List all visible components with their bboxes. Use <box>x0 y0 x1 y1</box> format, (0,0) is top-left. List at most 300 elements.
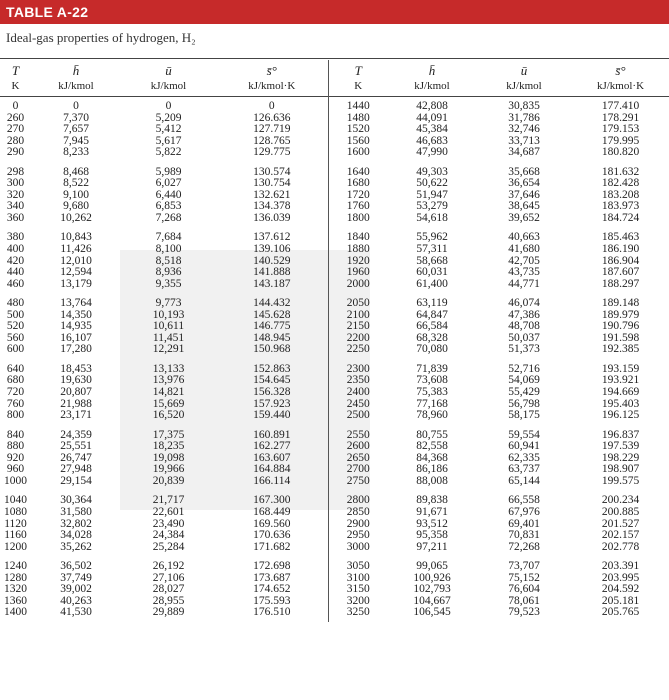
entropy-cell-right <box>572 359 669 425</box>
entropy-value: 196.125 <box>601 409 640 422</box>
internal-energy-value: 8,100 <box>155 243 182 256</box>
entropy-cell-left <box>216 162 328 228</box>
entropy-value: 171.682 <box>253 540 291 553</box>
table-row-block <box>0 96 669 162</box>
entropy-value: 191.598 <box>601 331 640 344</box>
temperature-value: 3000 <box>346 540 370 553</box>
entropy-value: 139.106 <box>253 243 291 256</box>
entropy-value: 172.698 <box>253 560 291 573</box>
temperature-cell-left <box>0 359 31 425</box>
temperature-value: 1480 <box>346 111 370 124</box>
temperature-value: 320 <box>6 188 25 201</box>
enthalpy-value: 11,426 <box>60 243 92 256</box>
table-row-block <box>0 227 669 293</box>
table-row-block <box>0 359 669 425</box>
internal-energy-value: 6,440 <box>155 188 182 201</box>
entropy-value: 185.463 <box>601 231 640 244</box>
internal-energy-cell-left <box>121 96 216 162</box>
enthalpy-value: 73,608 <box>416 374 448 387</box>
temperature-value: 1720 <box>346 188 370 201</box>
temperature-cell-left <box>0 96 31 162</box>
enthalpy-value: 12,594 <box>60 266 92 279</box>
temperature-value: 920 <box>6 451 25 464</box>
internal-energy-value: 63,737 <box>508 463 540 476</box>
internal-energy-value: 19,966 <box>152 463 185 476</box>
temperature-value: 0 <box>12 100 19 112</box>
internal-energy-value: 66,558 <box>508 494 540 507</box>
temperature-value: 2300 <box>346 362 370 375</box>
entropy-cell-right <box>572 96 669 162</box>
temperature-value: 1440 <box>346 100 370 112</box>
internal-energy-value: 72,268 <box>508 540 540 553</box>
temperature-value: 680 <box>6 374 25 387</box>
col-header-internal-energy-right: ū kJ/kmol <box>506 63 542 92</box>
internal-energy-value: 38,645 <box>508 200 540 213</box>
temperature-value: 2350 <box>346 374 370 387</box>
hydrogen-properties-table <box>0 60 669 622</box>
table-row-block <box>0 556 669 622</box>
internal-energy-value: 6,853 <box>155 200 182 213</box>
internal-energy-value: 19,098 <box>152 451 185 464</box>
entropy-value: 144.432 <box>253 297 291 310</box>
enthalpy-value: 40,263 <box>60 594 92 607</box>
col-header-entropy-right: s̄° kJ/kmol·K <box>596 63 645 92</box>
enthalpy-value: 88,008 <box>416 474 448 487</box>
entropy-cell-left <box>216 425 328 491</box>
internal-energy-cell-right <box>476 490 572 556</box>
enthalpy-value: 63,119 <box>416 297 448 310</box>
temperature-value: 1200 <box>4 540 27 553</box>
temperature-value: 298 <box>6 165 25 178</box>
entropy-value: 193.921 <box>601 374 640 387</box>
enthalpy-value: 86,186 <box>416 463 448 476</box>
table-caption: Ideal-gas properties of hydrogen, H₂ <box>6 30 196 45</box>
internal-energy-value: 13,133 <box>152 362 185 375</box>
enthalpy-value: 54,618 <box>416 211 448 224</box>
temperature-value: 3200 <box>346 594 370 607</box>
enthalpy-value: 57,311 <box>416 243 448 256</box>
entropy-value: 130.754 <box>253 177 291 190</box>
temperature-cell-left <box>0 162 31 228</box>
internal-energy-value: 60,941 <box>508 440 540 453</box>
temperature-value: 2700 <box>346 463 370 476</box>
internal-energy-value: 6,027 <box>155 177 182 190</box>
temperature-value: 260 <box>6 111 25 124</box>
temperature-value: 480 <box>6 297 25 310</box>
enthalpy-value: 77,168 <box>416 397 448 410</box>
entropy-value: 128.765 <box>253 134 291 147</box>
temperature-value: 2950 <box>346 529 370 542</box>
entropy-cell-left <box>216 556 328 622</box>
temperature-value: 270 <box>6 123 25 136</box>
temperature-value: 960 <box>6 463 25 476</box>
temperature-value: 1400 <box>4 606 27 619</box>
temperature-value: 2250 <box>346 343 370 356</box>
entropy-value: 179.995 <box>601 134 640 147</box>
temperature-cell-right <box>328 293 388 359</box>
temperature-value: 1640 <box>346 165 370 178</box>
enthalpy-cell-right <box>388 359 476 425</box>
temperature-value: 2400 <box>346 386 370 399</box>
internal-energy-value: 44,771 <box>508 277 540 290</box>
temperature-value: 2750 <box>346 474 370 487</box>
entropy-value: 164.884 <box>253 463 291 476</box>
enthalpy-value: 9,100 <box>63 188 89 201</box>
entropy-value: 194.669 <box>601 386 640 399</box>
table-body <box>0 96 669 622</box>
temperature-value: 560 <box>6 331 25 344</box>
entropy-value: 187.607 <box>601 266 640 279</box>
internal-energy-value: 13,976 <box>152 374 185 387</box>
internal-energy-value: 46,074 <box>508 297 540 310</box>
temperature-cell-left <box>0 293 31 359</box>
enthalpy-value: 99,065 <box>416 560 448 573</box>
entropy-cell-left <box>216 96 328 162</box>
internal-energy-value: 51,373 <box>508 343 540 356</box>
enthalpy-value: 46,683 <box>416 134 448 147</box>
internal-energy-value: 27,106 <box>152 571 185 584</box>
internal-energy-value: 78,061 <box>508 594 540 607</box>
internal-energy-value: 8,518 <box>155 254 182 267</box>
temperature-value: 1840 <box>346 231 370 244</box>
temperature-value: 2050 <box>346 297 370 310</box>
internal-energy-cell-left <box>121 490 216 556</box>
enthalpy-value: 0 <box>73 100 79 112</box>
internal-energy-value: 5,989 <box>155 165 182 178</box>
temperature-value: 1800 <box>346 211 370 224</box>
internal-energy-value: 55,429 <box>508 386 540 399</box>
entropy-value: 136.039 <box>253 211 291 224</box>
internal-energy-value: 28,027 <box>152 583 185 596</box>
enthalpy-cell-left <box>31 556 121 622</box>
entropy-value: 154.645 <box>253 374 291 387</box>
internal-energy-cell-left <box>121 359 216 425</box>
temperature-value: 3150 <box>346 583 370 596</box>
temperature-value: 2650 <box>346 451 370 464</box>
enthalpy-value: 13,764 <box>60 297 92 310</box>
table-row-block <box>0 162 669 228</box>
enthalpy-value: 27,948 <box>60 463 92 476</box>
entropy-value: 137.612 <box>253 231 291 244</box>
entropy-value: 160.891 <box>253 428 291 441</box>
enthalpy-value: 25,551 <box>60 440 92 453</box>
temperature-value: 1040 <box>4 494 27 507</box>
internal-energy-value: 17,375 <box>152 428 185 441</box>
entropy-value: 203.995 <box>601 571 640 584</box>
temperature-value: 1960 <box>346 266 370 279</box>
enthalpy-value: 26,747 <box>60 451 92 464</box>
temperature-value: 1920 <box>346 254 370 267</box>
entropy-value: 150.968 <box>253 343 291 356</box>
temperature-value: 2100 <box>346 308 370 321</box>
enthalpy-value: 41,530 <box>60 606 92 619</box>
enthalpy-value: 49,303 <box>416 165 448 178</box>
enthalpy-value: 102,793 <box>413 583 451 596</box>
enthalpy-value: 7,657 <box>63 123 89 136</box>
internal-energy-value: 62,335 <box>508 451 540 464</box>
table-row-block <box>0 293 669 359</box>
temperature-value: 2450 <box>346 397 370 410</box>
temperature-value: 1240 <box>4 560 27 573</box>
entropy-value: 197.539 <box>601 440 640 453</box>
temperature-value: 1160 <box>4 529 27 542</box>
enthalpy-value: 55,962 <box>416 231 448 244</box>
entropy-value: 182.428 <box>601 177 640 190</box>
internal-energy-value: 14,821 <box>152 386 185 399</box>
internal-energy-value: 7,268 <box>155 211 182 224</box>
enthalpy-value: 51,947 <box>416 188 448 201</box>
internal-energy-value: 32,746 <box>508 123 540 136</box>
enthalpy-cell-right <box>388 162 476 228</box>
internal-energy-value: 10,193 <box>152 308 185 321</box>
internal-energy-value: 39,652 <box>508 211 540 224</box>
entropy-value: 140.529 <box>253 254 291 267</box>
temperature-value: 760 <box>6 397 25 410</box>
enthalpy-value: 84,368 <box>416 451 448 464</box>
enthalpy-value: 23,171 <box>60 409 92 422</box>
temperature-cell-left <box>0 490 31 556</box>
internal-energy-value: 69,401 <box>508 517 540 530</box>
entropy-value: 126.636 <box>253 111 291 124</box>
internal-energy-value: 20,839 <box>152 474 185 487</box>
entropy-cell-left <box>216 490 328 556</box>
entropy-cell-right <box>572 227 669 293</box>
internal-energy-cell-left <box>121 227 216 293</box>
internal-energy-value: 28,955 <box>152 594 185 607</box>
enthalpy-value: 9,680 <box>63 200 89 213</box>
entropy-value: 190.796 <box>601 320 640 333</box>
entropy-value: 157.923 <box>253 397 291 410</box>
enthalpy-value: 7,945 <box>63 134 89 147</box>
table-row-block <box>0 425 669 491</box>
internal-energy-cell-left <box>121 162 216 228</box>
internal-energy-value: 23,490 <box>152 517 185 530</box>
enthalpy-value: 36,502 <box>60 560 92 573</box>
entropy-value: 202.157 <box>601 529 640 542</box>
entropy-value: 0 <box>268 100 275 112</box>
enthalpy-value: 47,990 <box>416 146 448 159</box>
entropy-value: 203.391 <box>601 560 640 573</box>
entropy-value: 189.148 <box>601 297 640 310</box>
internal-energy-cell-right <box>476 96 572 162</box>
entropy-value: 205.765 <box>601 606 640 619</box>
internal-energy-value: 10,611 <box>152 320 185 333</box>
internal-energy-value: 22,601 <box>152 505 185 518</box>
internal-energy-value: 21,717 <box>152 494 185 507</box>
enthalpy-value: 30,364 <box>60 494 92 507</box>
temperature-value: 800 <box>6 409 25 422</box>
temperature-value: 300 <box>6 177 25 190</box>
internal-energy-value: 41,680 <box>508 243 540 256</box>
internal-energy-value: 59,554 <box>508 428 540 441</box>
top-rule <box>0 58 669 59</box>
entropy-cell-right <box>572 556 669 622</box>
entropy-value: 196.837 <box>601 428 640 441</box>
internal-energy-value: 5,412 <box>155 123 182 136</box>
enthalpy-value: 60,031 <box>416 266 448 279</box>
entropy-value: 201.527 <box>601 517 640 530</box>
internal-energy-value: 79,523 <box>508 606 540 619</box>
internal-energy-value: 76,604 <box>508 583 540 596</box>
entropy-value: 200.234 <box>601 494 640 507</box>
entropy-cell-right <box>572 490 669 556</box>
enthalpy-value: 14,935 <box>60 320 92 333</box>
enthalpy-value: 21,988 <box>60 397 92 410</box>
internal-energy-value: 73,707 <box>508 560 540 573</box>
table-row-block <box>0 490 669 556</box>
internal-energy-cell-left <box>121 293 216 359</box>
internal-energy-value: 54,069 <box>508 374 540 387</box>
enthalpy-value: 8,522 <box>63 177 89 190</box>
internal-energy-value: 5,822 <box>155 146 182 159</box>
internal-energy-value: 9,355 <box>155 277 182 290</box>
entropy-value: 183.973 <box>601 200 640 213</box>
entropy-value: 148.945 <box>253 331 291 344</box>
enthalpy-value: 91,671 <box>416 505 448 518</box>
enthalpy-cell-right <box>388 490 476 556</box>
entropy-value: 141.888 <box>253 266 291 279</box>
temperature-cell-left <box>0 227 31 293</box>
enthalpy-value: 32,802 <box>60 517 92 530</box>
internal-energy-value: 11,451 <box>152 331 185 344</box>
internal-energy-value: 43,735 <box>508 266 540 279</box>
enthalpy-value: 34,028 <box>60 529 92 542</box>
enthalpy-value: 31,580 <box>60 505 92 518</box>
entropy-value: 199.575 <box>601 474 640 487</box>
temperature-value: 460 <box>6 277 25 290</box>
enthalpy-value: 12,010 <box>60 254 92 267</box>
enthalpy-value: 104,667 <box>413 594 451 607</box>
enthalpy-value: 16,107 <box>60 331 92 344</box>
temperature-value: 2800 <box>346 494 370 507</box>
internal-energy-value: 34,687 <box>508 146 540 159</box>
internal-energy-cell-left <box>121 556 216 622</box>
col-header-enthalpy-right: h̄ kJ/kmol <box>414 63 450 92</box>
entropy-value: 174.652 <box>253 583 291 596</box>
enthalpy-value: 75,383 <box>416 386 448 399</box>
temperature-value: 1120 <box>4 517 27 530</box>
internal-energy-value: 56,798 <box>508 397 540 410</box>
entropy-value: 205.181 <box>601 594 640 607</box>
internal-energy-value: 48,708 <box>508 320 540 333</box>
enthalpy-value: 89,838 <box>416 494 448 507</box>
entropy-cell-right <box>572 425 669 491</box>
internal-energy-value: 31,786 <box>508 111 540 124</box>
temperature-value: 1520 <box>346 123 370 136</box>
entropy-value: 184.724 <box>601 211 640 224</box>
internal-energy-value: 40,663 <box>508 231 540 244</box>
enthalpy-value: 95,358 <box>416 529 448 542</box>
entropy-value: 129.775 <box>253 146 291 159</box>
temperature-cell-right <box>328 425 388 491</box>
enthalpy-cell-left <box>31 162 121 228</box>
temperature-value: 340 <box>6 200 25 213</box>
enthalpy-value: 66,584 <box>416 320 448 333</box>
entropy-value: 186.904 <box>601 254 640 267</box>
temperature-value: 1320 <box>4 583 27 596</box>
enthalpy-value: 53,279 <box>416 200 448 213</box>
enthalpy-value: 20,807 <box>60 386 92 399</box>
temperature-cell-left <box>0 556 31 622</box>
temperature-value: 2150 <box>346 320 370 333</box>
temperature-value: 1880 <box>346 243 370 256</box>
entropy-value: 159.440 <box>253 409 291 422</box>
entropy-value: 195.403 <box>601 397 640 410</box>
internal-energy-value: 25,284 <box>152 540 185 553</box>
internal-energy-value: 12,291 <box>152 343 185 356</box>
temperature-value: 2500 <box>346 409 370 422</box>
internal-energy-value: 8,936 <box>155 266 182 279</box>
internal-energy-cell-right <box>476 293 572 359</box>
enthalpy-cell-right <box>388 556 476 622</box>
entropy-value: 170.636 <box>253 529 291 542</box>
internal-energy-cell-left <box>121 425 216 491</box>
internal-energy-value: 47,386 <box>508 308 540 321</box>
enthalpy-value: 29,154 <box>60 474 92 487</box>
entropy-value: 188.297 <box>601 277 640 290</box>
enthalpy-value: 45,384 <box>416 123 448 136</box>
entropy-cell-left <box>216 227 328 293</box>
internal-energy-value: 9,773 <box>155 297 182 310</box>
entropy-value: 177.410 <box>601 100 640 112</box>
entropy-value: 176.510 <box>253 606 291 619</box>
temperature-value: 3100 <box>346 571 370 584</box>
enthalpy-cell-left <box>31 425 121 491</box>
enthalpy-value: 97,211 <box>416 540 448 553</box>
temperature-value: 1000 <box>4 474 27 487</box>
entropy-cell-left <box>216 359 328 425</box>
temperature-value: 280 <box>6 134 25 147</box>
enthalpy-value: 35,262 <box>60 540 92 553</box>
temperature-cell-right <box>328 556 388 622</box>
enthalpy-cell-left <box>31 490 121 556</box>
internal-energy-value: 42,705 <box>508 254 540 267</box>
internal-energy-value: 35,668 <box>508 165 540 178</box>
temperature-value: 3050 <box>346 560 370 573</box>
temperature-value: 640 <box>6 362 25 375</box>
temperature-value: 1080 <box>4 505 27 518</box>
entropy-value: 162.277 <box>253 440 291 453</box>
temperature-cell-left <box>0 425 31 491</box>
temperature-value: 600 <box>6 343 25 356</box>
entropy-value: 198.907 <box>601 463 640 476</box>
enthalpy-value: 14,350 <box>60 308 92 321</box>
table-title-bar <box>0 0 669 24</box>
temperature-value: 840 <box>6 428 25 441</box>
internal-energy-value: 67,976 <box>508 505 540 518</box>
enthalpy-value: 44,091 <box>416 111 448 124</box>
internal-energy-value: 5,209 <box>155 111 182 124</box>
enthalpy-cell-left <box>31 293 121 359</box>
entropy-value: 168.449 <box>253 505 291 518</box>
entropy-value: 181.632 <box>601 165 640 178</box>
enthalpy-cell-left <box>31 359 121 425</box>
entropy-value: 143.187 <box>253 277 291 290</box>
entropy-value: 130.574 <box>253 165 291 178</box>
temperature-cell-right <box>328 490 388 556</box>
entropy-value: 180.820 <box>601 146 640 159</box>
entropy-value: 178.291 <box>601 111 640 124</box>
col-header-entropy-left: s̄° kJ/kmol·K <box>248 63 296 92</box>
internal-energy-value: 16,520 <box>152 409 185 422</box>
enthalpy-value: 80,755 <box>416 428 448 441</box>
internal-energy-value: 58,175 <box>508 409 540 422</box>
enthalpy-value: 19,630 <box>60 374 92 387</box>
internal-energy-value: 15,669 <box>152 397 185 410</box>
temperature-value: 2200 <box>346 331 370 344</box>
internal-energy-value: 7,684 <box>155 231 182 244</box>
enthalpy-cell-right <box>388 96 476 162</box>
